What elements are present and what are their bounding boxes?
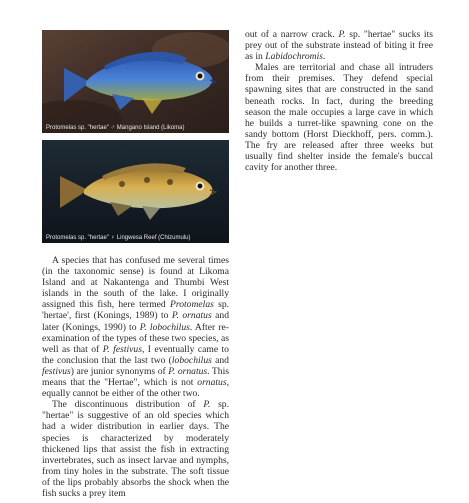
text-run: sp. "hertae" is suggestive of an old species which had a wider distribution in earlier days. The species is characterized by moderately thickened lips that assist the fish in extracting invertebrates, such as insect larvae and nymphs, from tiny holes in the substrate. The soft tissue of the lips probably absorbs the shock when the fish sucks a prey item [42, 399, 230, 499]
species-name: P. [203, 399, 211, 411]
text-run: ) are junior synonyms of [70, 365, 169, 377]
text-run: sp. "hertae" sucks its prey out of the substrate instead of biting it free as in [245, 29, 433, 63]
text-run: out of a narrow crack. [245, 29, 339, 40]
text-run: and later (Konings, 1990) to [42, 310, 229, 333]
fish-photo-2-image [42, 140, 229, 243]
species-name: P. ornatus [168, 365, 208, 377]
photo-caption: Protomelas sp. "hertae" ♂ Mangano Island (Likoma) [46, 125, 185, 131]
paragraph [42, 399, 229, 499]
species-name: Protomelas [169, 299, 214, 311]
left-text-column [42, 255, 229, 499]
paragraph [42, 255, 229, 399]
text-run: A species that has confused me several times (in the taxonomic sense) is found at Likoma Island and at Nakantenga and Thumbi West islands in the south of the lake. I originally assigned this fish, here termed [42, 255, 229, 311]
paragraph [245, 29, 433, 62]
species-name: ornatus [197, 377, 227, 389]
species-name: lobochilus [171, 354, 212, 366]
text-run: . [323, 51, 326, 63]
photo-female-fish [42, 140, 229, 243]
text-run: , I eventually came to the conclusion that the last two ( [42, 343, 229, 366]
species-name: P. ornatus [171, 310, 212, 322]
species-name: festivus [42, 365, 71, 377]
species-name: P. festivus [102, 343, 142, 355]
fish-photo-1-image [42, 30, 229, 133]
text-run: . After re-examination of the types of these two species, as well as that of [42, 321, 229, 355]
text-run: and [211, 354, 229, 366]
species-name: P. lobochilus [139, 321, 190, 333]
paragraph [245, 62, 433, 173]
text-run: The discontinuous distribution of [52, 399, 204, 411]
species-name: P. [338, 29, 346, 40]
text-run: Males are territorial and chase all intruders from their premises. They defend special spawning sites that are constructed in the sand beneath rocks. In fact, during the breeding season the male occupies a large cave in which he builds a turret-like spawning cone on the sandy bottom (Horst Dieckhoff, pers. comm.). The fry are released after three weeks but usually find shelter inside the female's buccal cavity for another three. [245, 62, 433, 174]
photo-caption: Protomelas sp. "hertae" ♀ Lingwesa Reef (Chizumulu) [46, 235, 191, 241]
species-name: Labidochromis [265, 51, 324, 63]
text-run: sp. 'hertae', first (Konings, 1989) to [42, 299, 230, 322]
right-text-column [245, 29, 433, 173]
photo-male-fish [42, 30, 229, 133]
text-run: . This means that the "Hertae", which is not [42, 365, 229, 389]
text-run: , equally cannot be either of the other two. [42, 377, 229, 400]
